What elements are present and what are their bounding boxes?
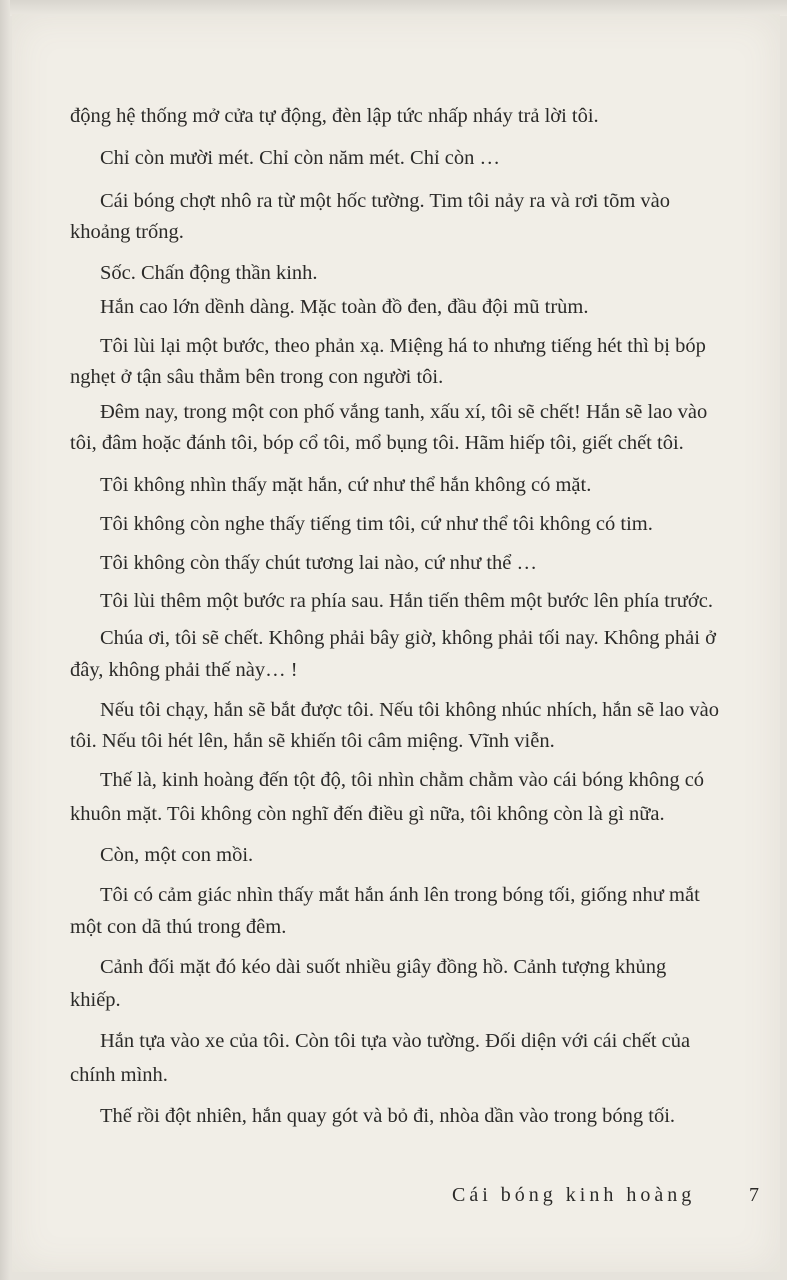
text-line: đây, không phải thế này… ! (70, 659, 298, 681)
text-line: khuôn mặt. Tôi không còn nghĩ đến điều gì nữa, tôi không còn là gì nữa. (70, 803, 665, 825)
book-page (12, 14, 780, 1272)
text-line: Đêm nay, trong một con phố vắng tanh, xấu xí, tôi sẽ chết! Hắn sẽ lao vào (100, 401, 708, 423)
text-line: tôi. Nếu tôi hét lên, hắn sẽ khiến tôi câm miệng. Vĩnh viễn. (70, 730, 555, 752)
text-line: tôi, đâm hoặc đánh tôi, bóp cổ tôi, mổ bụng tôi. Hãm hiếp tôi, giết chết tôi. (70, 432, 684, 454)
text-line: động hệ thống mở cửa tự động, đèn lập tức nhấp nháy trả lời tôi. (70, 105, 599, 127)
text-line: Còn, một con mồi. (100, 844, 254, 866)
text-line: Sốc. Chấn động thần kinh. (100, 262, 318, 284)
running-title: Cái bóng kinh hoàng (452, 1184, 696, 1206)
text-line: Hắn cao lớn dềnh dàng. Mặc toàn đồ đen, đầu đội mũ trùm. (100, 296, 589, 318)
text-line: Thế rồi đột nhiên, hắn quay gót và bỏ đi, nhòa dần vào trong bóng tối. (100, 1105, 676, 1127)
text-line: Tôi không nhìn thấy mặt hắn, cứ như thể hắn không có mặt. (100, 474, 592, 496)
text-line: nghẹt ở tận sâu thẳm bên trong con người tôi. (70, 366, 444, 388)
text-line: Cảnh đối mặt đó kéo dài suốt nhiều giây đồng hồ. Cảnh tượng khủng (100, 956, 667, 978)
text-line: Tôi không còn thấy chút tương lai nào, cứ như thể … (100, 552, 538, 574)
text-line: Chỉ còn mười mét. Chỉ còn năm mét. Chỉ còn … (100, 147, 501, 169)
text-line: Cái bóng chợt nhô ra từ một hốc tường. Tim tôi nảy ra và rơi tõm vào (100, 190, 671, 212)
text-line: Tôi lùi lại một bước, theo phản xạ. Miệng há to nhưng tiếng hét thì bị bóp (100, 335, 706, 357)
text-line: Nếu tôi chạy, hắn sẽ bắt được tôi. Nếu tôi không nhúc nhích, hắn sẽ lao vào (100, 699, 719, 721)
page-left-edge (0, 0, 10, 1280)
text-line: Hắn tựa vào xe của tôi. Còn tôi tựa vào tường. Đối diện với cái chết của (100, 1030, 691, 1052)
text-line: Tôi lùi thêm một bước ra phía sau. Hắn tiến thêm một bước lên phía trước. (100, 590, 713, 612)
text-line: khiếp. (70, 989, 121, 1011)
text-line: một con dã thú trong đêm. (70, 916, 287, 938)
text-line: chính mình. (70, 1064, 168, 1086)
text-line: Chúa ơi, tôi sẽ chết. Không phải bây giờ, không phải tối nay. Không phải ở (100, 627, 716, 649)
page-number: 7 (749, 1184, 759, 1206)
text-line: Tôi có cảm giác nhìn thấy mắt hắn ánh lên trong bóng tối, giống như mắt (100, 884, 700, 906)
text-line: Tôi không còn nghe thấy tiếng tim tôi, cứ như thể tôi không có tim. (100, 513, 653, 535)
text-line: khoảng trống. (70, 221, 184, 243)
text-line: Thế là, kinh hoàng đến tột độ, tôi nhìn chằm chằm vào cái bóng không có (100, 769, 705, 791)
